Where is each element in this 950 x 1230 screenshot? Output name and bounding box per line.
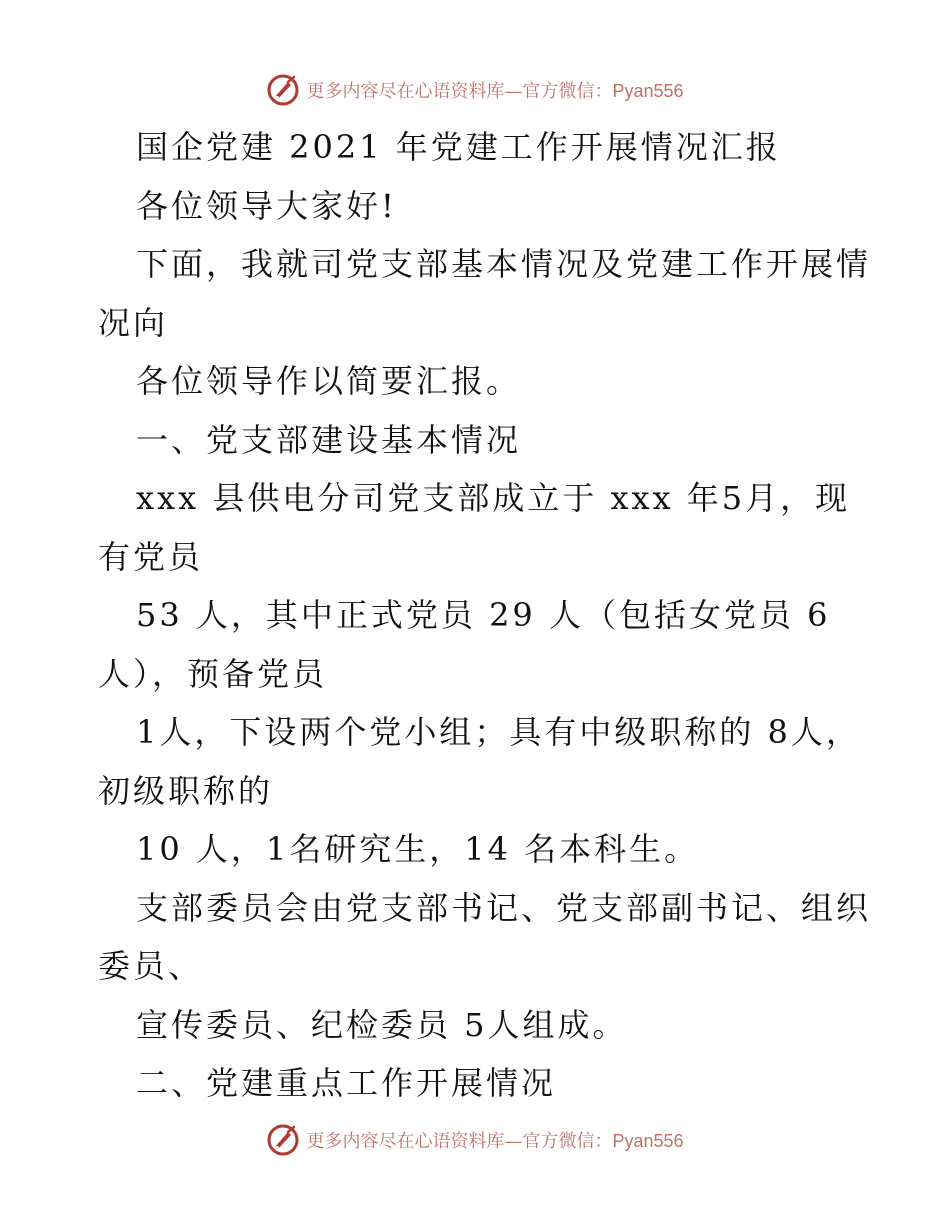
watermark-banner-bottom xyxy=(0,1120,950,1160)
text-line: 初级职称的 xyxy=(98,771,274,810)
watermark-wechat-id: Pyan556 xyxy=(612,81,684,101)
watermark-text: 更多内容尽在心语资料库—官方微信：Pyan556 xyxy=(306,1131,684,1152)
text-line: 有党员 xyxy=(98,537,204,576)
text-line: 况向 xyxy=(98,303,169,342)
quill-logo-icon xyxy=(266,1123,300,1157)
text-line: 二、党建重点工作开展情况 xyxy=(136,1064,557,1102)
quill-logo-icon xyxy=(266,73,300,107)
text-line: 一、党支部建设基本情况 xyxy=(136,420,522,459)
text-line: 1人，下设两个党小组；具有中级职称的 8人， xyxy=(136,713,861,751)
text-line: 53 人，其中正式党员 29 人（包括女党员 6 xyxy=(136,596,831,634)
watermark-wechat-id: Pyan556 xyxy=(612,1131,684,1151)
document-body xyxy=(98,118,872,1113)
text-line: 各位领导大家好! xyxy=(136,186,397,225)
text-line: 委员、 xyxy=(98,947,204,985)
text-line: xxx 县供电分司党支部成立于 xxx 年5月，现 xyxy=(136,479,851,517)
text-line: 10 人，1名研究生，14 名本科生。 xyxy=(136,830,700,868)
watermark-banner-top xyxy=(0,70,950,110)
text-line: 支部委员会由党支部书记、党支部副书记、组织 xyxy=(136,888,872,927)
text-line: 国企党建 2021 年党建工作开展情况汇报 xyxy=(136,128,781,166)
text-line: 下面，我就司党支部基本情况及党建工作开展情 xyxy=(136,245,872,283)
text-line: 各位领导作以简要汇报。 xyxy=(136,362,522,400)
watermark-text: 更多内容尽在心语资料库—官方微信：Pyan556 xyxy=(306,81,684,102)
text-line: 宣传委员、纪检委员 5人组成。 xyxy=(136,1005,628,1044)
text-line: 人），预备党员 xyxy=(98,654,328,693)
